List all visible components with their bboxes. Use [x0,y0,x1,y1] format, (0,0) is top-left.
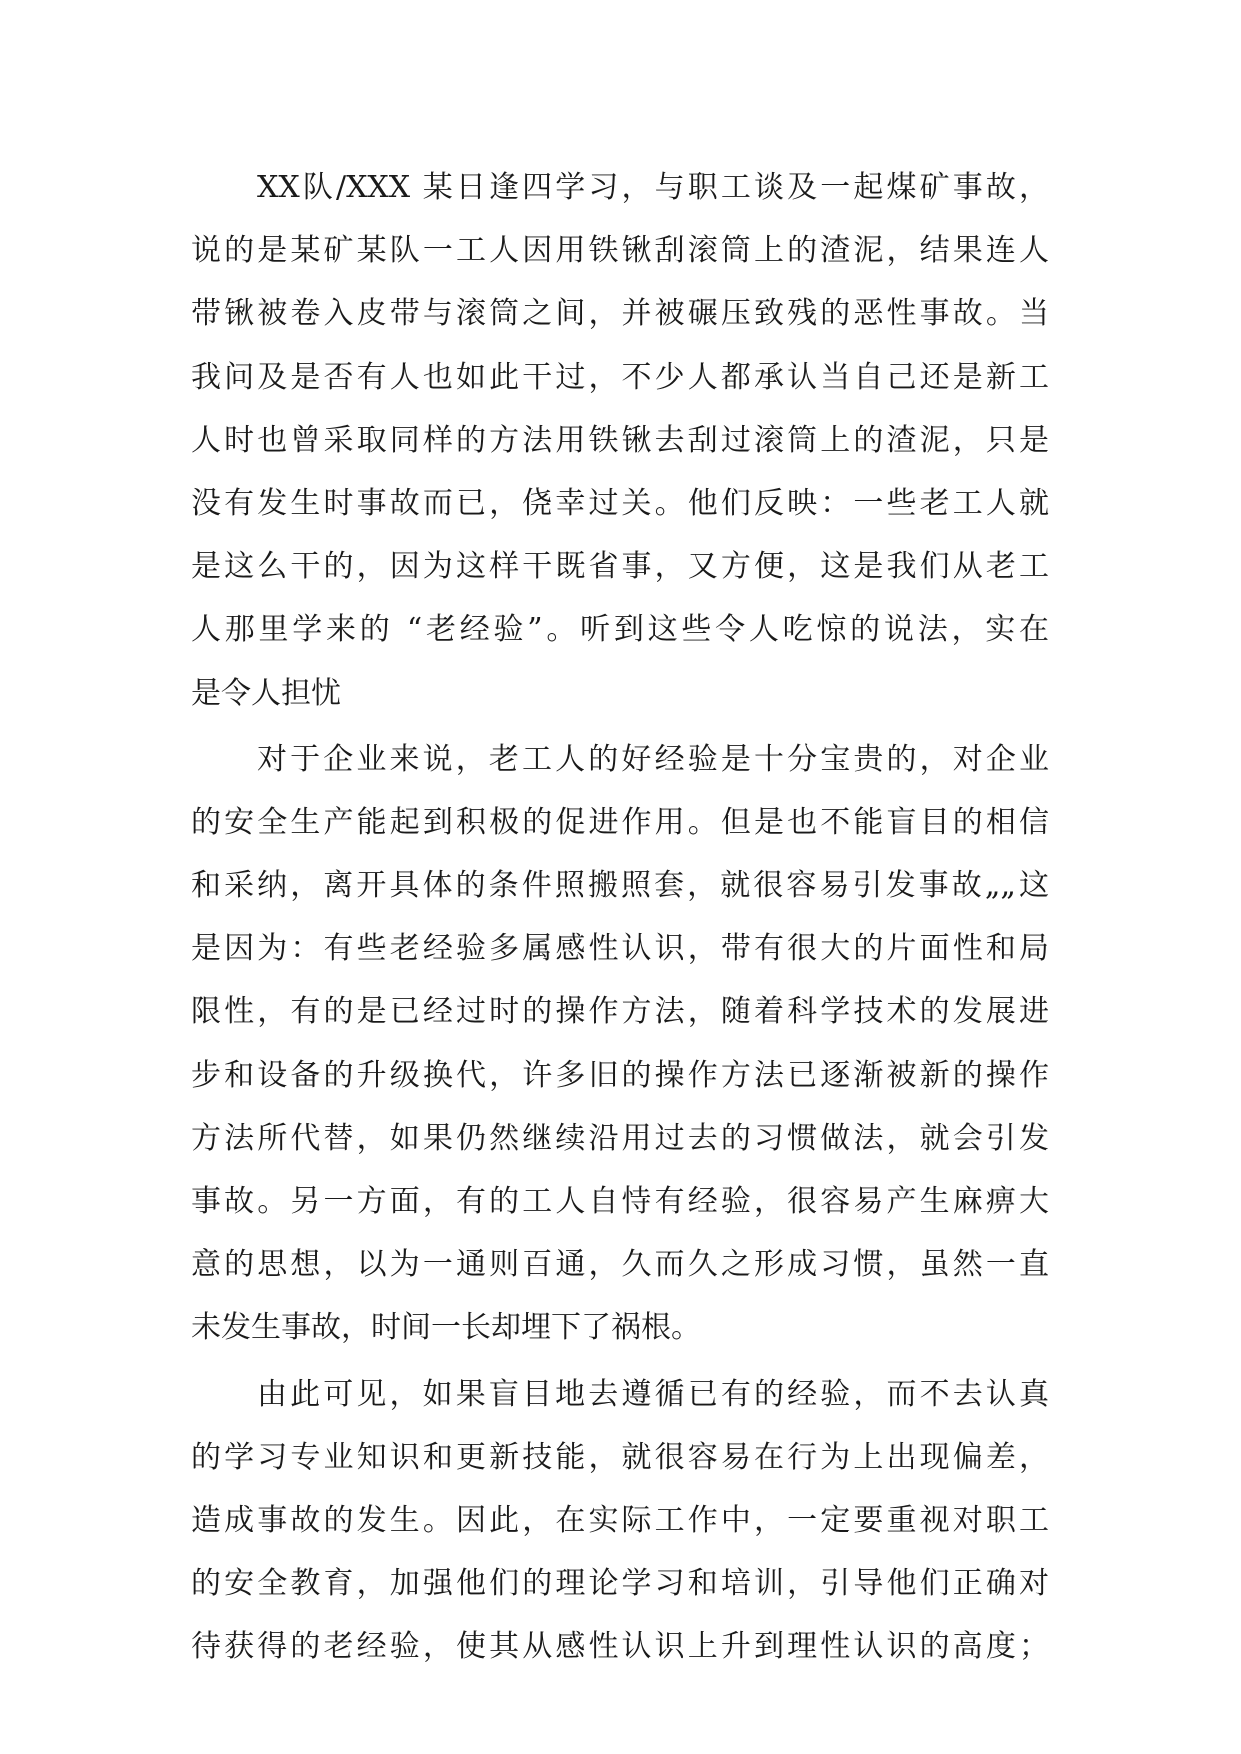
text-line: 的学习专业知识和更新技能，就很容易在行为上出现偏差， [191,1439,1049,1475]
text-line: 是令人担忧 [191,675,341,711]
text-line: 带锹被卷入皮带与滚筒之间，并被碾压致残的恶性事故。当 [191,296,1049,332]
paragraph-2 [191,728,1049,1360]
text-line: 的安全生产能起到积极的促进作用。但是也不能盲目的相信 [191,804,1049,840]
text-line: 对于企业来说，老工人的好经验是十分宝贵的，对企业 [257,741,1049,777]
text-line: 说的是某矿某队一工人因用铁锹刮滚筒上的渣泥，结果连人 [191,233,1049,269]
document-body [191,156,1049,1679]
text-line: 我问及是否有人也如此干过，不少人都承认当自己还是新工 [191,359,1049,395]
text-line: 意的思想，以为一通则百通，久而久之形成习惯，虽然一直 [191,1247,1049,1283]
text-line: 待获得的老经验，使其从感性认识上升到理性认识的高度； [191,1629,1049,1665]
text-line: 人时也曾采取同样的方法用铁锹去刮过滚筒上的渣泥，只是 [191,422,1049,458]
text-line: 人那里学来的 “老经验”。听到这些令人吃惊的说法，实在 [191,612,1049,648]
text-line: 和采纳，离开具体的条件照搬照套，就很容易引发事故„„这 [191,868,1049,904]
text-line: 造成事故的发生。因此，在实际工作中，一定要重视对职工 [191,1502,1049,1538]
text-line: 事故。另一方面，有的工人自恃有经验，很容易产生麻痹大 [191,1184,1049,1219]
text-line: 方法所代替，如果仍然继续沿用过去的习惯做法，就会引发 [191,1120,1049,1156]
text-line: 是因为：有些老经验多属感性认识，带有很大的片面性和局 [191,931,1049,967]
text-line: 由此可见，如果盲目地去遵循已有的经验，而不去认真 [257,1376,1049,1412]
text-line: 没有发生时事故而已，侥幸过关。他们反映：一些老工人就 [191,485,1049,521]
text-line: 是这么干的，因为这样干既省事，又方便，这是我们从老工 [191,549,1049,585]
text-line: 步和设备的升级换代，许多旧的操作方法已逐渐被新的操作 [191,1057,1049,1093]
text-line: 的安全教育，加强他们的理论学习和培训，引导他们正确对 [191,1566,1049,1602]
paragraph-1 [191,156,1049,725]
text-line: 限性，有的是已经过时的操作方法，随着科学技术的发展进 [191,994,1049,1030]
paragraph-3 [191,1363,1049,1679]
text-line: XX队/XXX 某日逢四学习，与职工谈及一起煤矿事故， [257,170,1049,205]
text-line: 未发生事故，时间一长却埋下了祸根。 [191,1310,701,1346]
